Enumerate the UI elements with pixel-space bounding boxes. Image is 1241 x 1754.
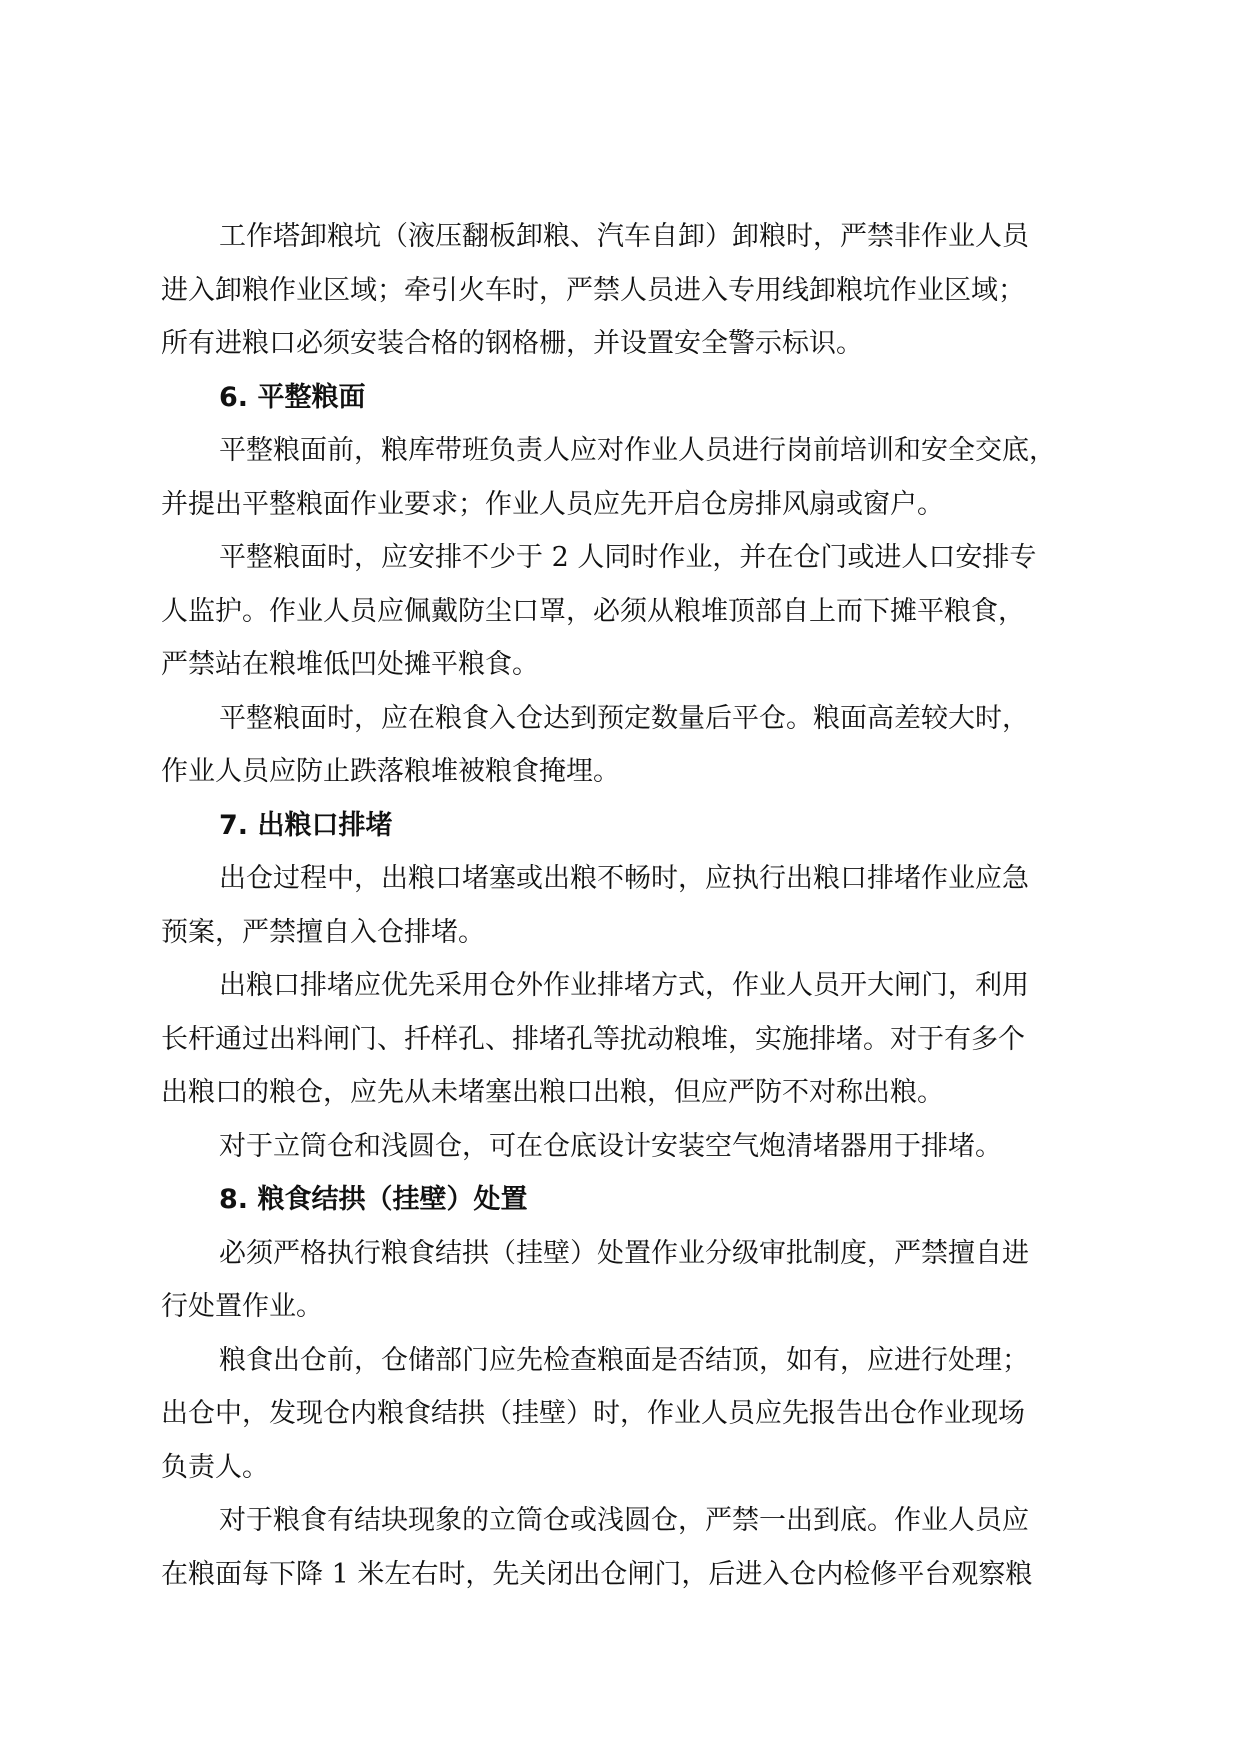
paragraph-line: 粮食出仓前，仓储部门应先检查粮面是否结顶，如有，应进行处理；	[219, 1344, 1029, 1376]
paragraph-line: 平整粮面时，应在粮食入仓达到预定数量后平仓。粮面高差较大时，	[219, 702, 1029, 734]
paragraph-line: 预案，严禁擅自入仓排堵。	[161, 916, 485, 948]
paragraph-line: 人监护。作业人员应佩戴防尘口罩，必须从粮堆顶部自上而下摊平粮食，	[161, 595, 1025, 627]
paragraph-line: 并提出平整粮面作业要求；作业人员应先开启仓房排风扇或窗户。	[161, 488, 944, 520]
section-heading: 7. 出粮口排堵	[219, 809, 393, 841]
paragraph-line: 长杆通过出料闸门、扦样孔、排堵孔等扰动粮堆，实施排堵。对于有多个	[161, 1023, 1025, 1055]
paragraph-line: 负责人。	[161, 1451, 269, 1483]
paragraph-line: 作业人员应防止跌落粮堆被粮食掩埋。	[161, 756, 620, 787]
section-heading: 8. 粮食结拱（挂壁）处置	[219, 1184, 528, 1215]
paragraph-line: 出仓过程中，出粮口堵塞或出粮不畅时，应执行出粮口排堵作业应急	[219, 863, 1029, 894]
paragraph-line: 所有进粮口必须安装合格的钢格栅，并设置安全警示标识。	[161, 328, 863, 359]
paragraph-line: 必须严格执行粮食结拱（挂壁）处置作业分级审批制度，严禁擅自进	[219, 1237, 1029, 1269]
paragraph-line: 进入卸粮作业区域；牵引火车时，严禁人员进入专用线卸粮坑作业区域；	[161, 274, 1025, 306]
paragraph-line: 对于粮食有结块现象的立筒仓或浅圆仓，严禁一出到底。作业人员应	[219, 1505, 1029, 1536]
section-heading: 6. 平整粮面	[219, 381, 366, 413]
paragraph-line: 行处置作业。	[161, 1291, 323, 1322]
paragraph-line: 平整粮面时，应安排不少于 2 人同时作业，并在仓门或进人口安排专	[219, 542, 1037, 573]
paragraph-line: 出粮口的粮仓，应先从未堵塞出粮口出粮，但应严防不对称出粮。	[161, 1077, 944, 1108]
document-body	[161, 210, 1081, 1601]
paragraph-line: 工作塔卸粮坑（液压翻板卸粮、汽车自卸）卸粮时，严禁非作业人员	[219, 221, 1029, 252]
paragraph-line: 严禁站在粮堆低凹处摊平粮食。	[161, 649, 539, 680]
paragraph-line: 出仓中，发现仓内粮食结拱（挂壁）时，作业人员应先报告出仓作业现场	[161, 1398, 1025, 1429]
paragraph-line: 出粮口排堵应优先采用仓外作业排堵方式，作业人员开大闸门，利用	[219, 970, 1029, 1001]
paragraph-line: 平整粮面前，粮库带班负责人应对作业人员进行岗前培训和安全交底，	[219, 435, 1056, 466]
paragraph-line: 对于立筒仓和浅圆仓，可在仓底设计安装空气炮清堵器用于排堵。	[219, 1130, 1002, 1162]
paragraph-line: 在粮面每下降 1 米左右时，先关闭出仓闸门，后进入仓内检修平台观察粮	[161, 1558, 1033, 1590]
